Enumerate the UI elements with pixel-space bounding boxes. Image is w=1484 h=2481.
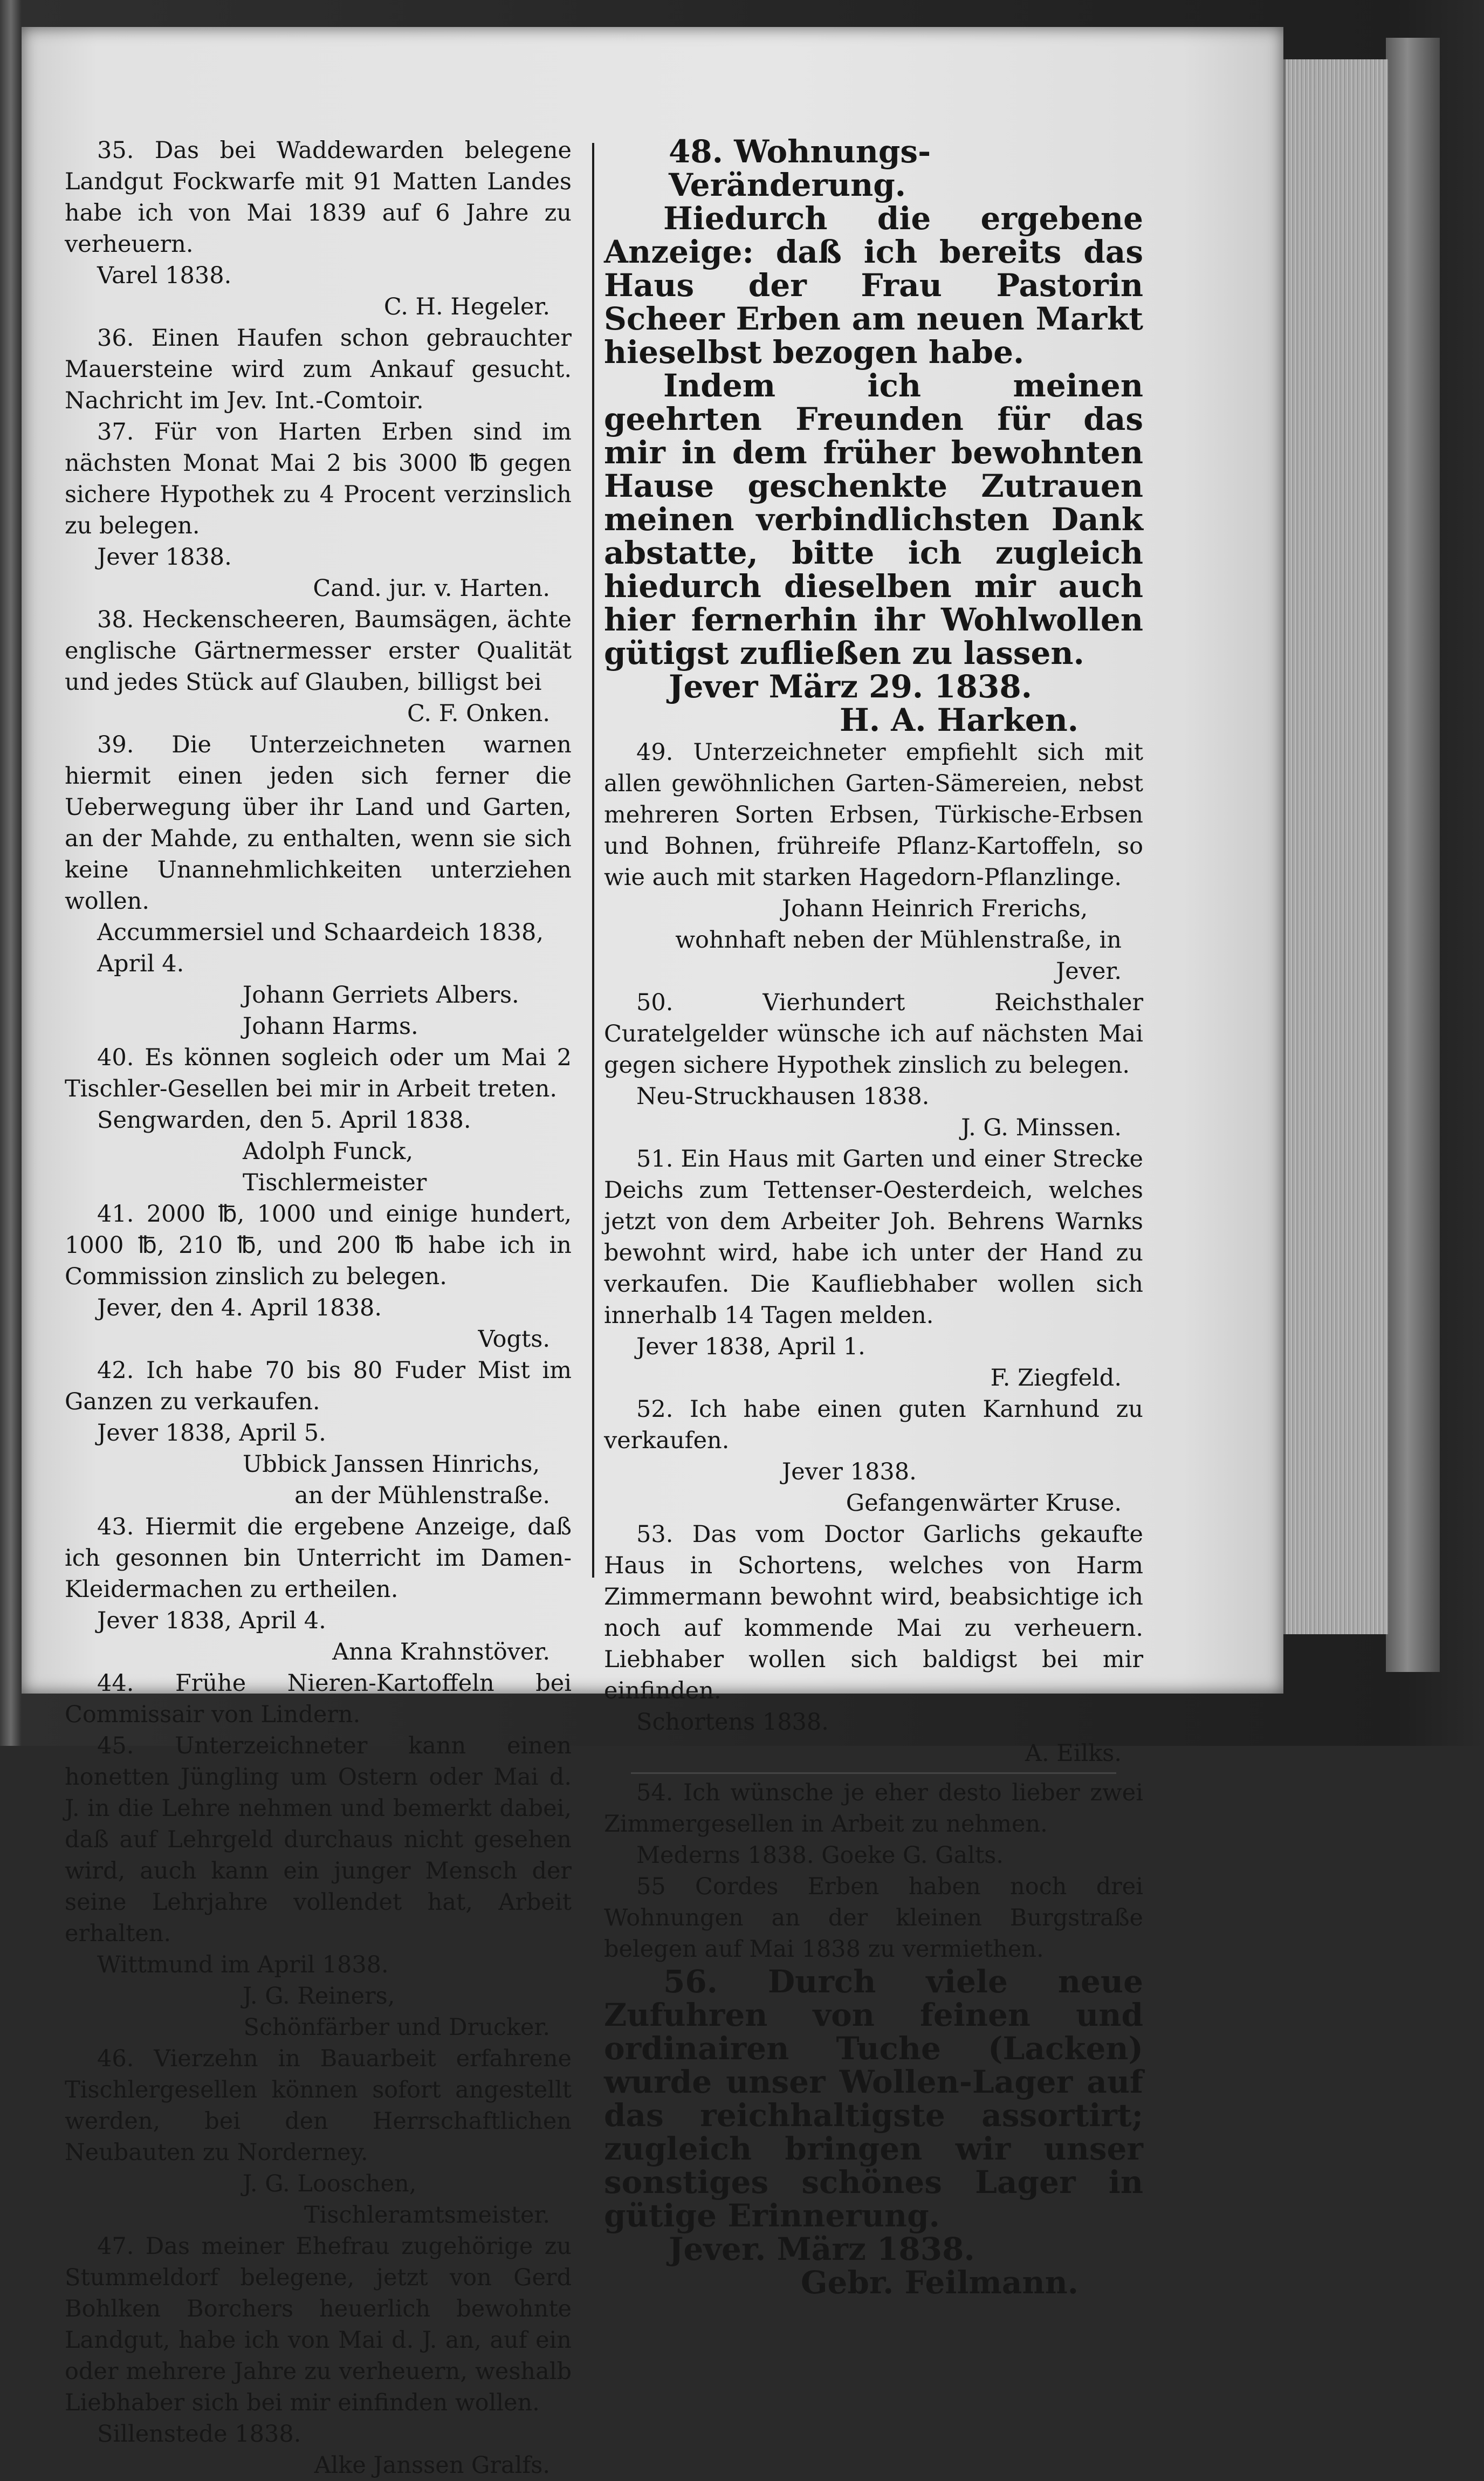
- advertisement: [65, 2231, 572, 2481]
- ad-signature: A. Eilks.: [1025, 1740, 1122, 1767]
- advertisement: [65, 2043, 572, 2231]
- ad-place-date: Accummersiel und Schaardeich 1838, April 4.: [97, 919, 544, 977]
- advertisement: [604, 1519, 1143, 1769]
- ad-signature: Tischleramtsmeister.: [304, 2202, 550, 2229]
- ad-text: 49. Unterzeichneter empfiehlt sich mit allen gewöhnlichen Garten-Sämereien, nebst mehreren Sorten Erbsen, Türkische-Erbsen und Bohnen, frühreife Pflanz-Kartoffeln, so wie auch mit starken Hagedorn-Pflanzlinge.: [604, 739, 1143, 891]
- ad-place-date: Sillenstede 1838.: [97, 2421, 301, 2448]
- ad-text: 51. Ein Haus mit Garten und einer Strecke Deichs zum Tettenser-Oesterdeich, welches jetzt von dem Arbeiter Joh. Behrens Warnks bewohnt wird, habe ich unter der Hand zu verkaufen. Die Kaufliebhaber wollen sich innerhalb 14 Tagen melden.: [604, 1146, 1143, 1329]
- ad-place-date: Mederns 1838. Goeke G. Galts.: [636, 1842, 1004, 1869]
- ad-place-date: Jever 1838, April 4.: [97, 1607, 326, 1634]
- advertisement: [65, 1511, 572, 1668]
- ad-signature: Cand. jur. v. Harten.: [313, 575, 550, 602]
- ad-text: Indem ich meinen geehrten Freunden für das mir in dem früher bewohnten Hause geschenkte Zutrauen meinen verbindlichsten Dank abstatte, bitte ich zugleich hiedurch dieselben mir auch hier fernerhin ihr Wohlwollen gütigst zufließen zu lassen.: [604, 367, 1143, 671]
- ad-signature: Gebr. Feilmann.: [800, 2264, 1078, 2301]
- ad-place-date: Jever 1838.: [97, 544, 232, 571]
- ad-signature: C. F. Onken.: [407, 700, 550, 727]
- ad-signature: an der Mühlenstraße.: [294, 1482, 550, 1509]
- ad-text: 37. Für von Harten Erben sind im nächsten Monat Mai 2 bis 3000 ℔ gegen sichere Hypothek zu 4 Procent verzinslich zu belegen.: [65, 419, 572, 539]
- ad-signature: Gefangenwärter Kruse.: [846, 1490, 1122, 1517]
- ad-signature: wohnhaft neben der Mühlenstraße, in Jever.: [675, 927, 1122, 985]
- ad-place-date: Schortens 1838.: [636, 1709, 829, 1736]
- advertisement: [65, 135, 572, 323]
- advertisement: [65, 1730, 572, 2043]
- ad-place-date: Jever, den 4. April 1838.: [97, 1294, 382, 1321]
- ad-place-date: Jever März 29. 1838.: [669, 668, 1032, 705]
- ad-text: 46. Vierzehn in Bauarbeit erfahrene Tischlergesellen können sofort angestellt werden, bei den Herrschaftlichen Neubauten zu Norderney.: [65, 2045, 572, 2166]
- ad-text: 42. Ich habe 70 bis 80 Fuder Mist im Ganzen zu verkaufen.: [65, 1357, 572, 1415]
- advertisement: [65, 1355, 572, 1511]
- ad-signature: Alke Janssen Gralfs.: [314, 2452, 550, 2479]
- ad-signature: H. A. Harken.: [840, 702, 1078, 738]
- left-column: [65, 135, 572, 2481]
- ad-text: 47. Das meiner Ehefrau zugehörige zu Stummeldorf belegene, jetzt von Gerd Bohlken Borchers heuerlich bewohnte Landgut, habe ich von Mai d. J. an, auf ein oder mehrere Jahre zu verheuern, weshalb Liebhaber sich bei mir einfinden wollen.: [65, 2233, 572, 2416]
- advertisement: [65, 729, 572, 1042]
- advertisement: [604, 1394, 1143, 1519]
- ad-text: 40. Es können sogleich oder um Mai 2 Tischler-Gesellen bei mir in Arbeit treten.: [65, 1044, 572, 1102]
- advertisement: [604, 1143, 1143, 1394]
- advertisement: [65, 416, 572, 604]
- ad-signature: J. G. Looschen,: [243, 2170, 417, 2197]
- right-column: [604, 135, 1143, 2299]
- ad-text: 52. Ich habe einen guten Karnhund zu verkaufen.: [604, 1396, 1143, 1454]
- advertisement: [604, 1871, 1143, 1965]
- ad-place-date: Varel 1838.: [97, 262, 232, 289]
- ad-text: 38. Heckenscheeren, Baumsägen, ächte englische Gärtnermesser erster Qualität und jedes Stück auf Glauben, billigst bei: [65, 606, 572, 696]
- ad-signature: J. G. Minssen.: [961, 1114, 1122, 1141]
- advertisement: [65, 323, 572, 416]
- ad-text: 35. Das bei Waddewarden belegene Landgut Fockwarfe mit 91 Matten Landes habe ich von Mai 1839 auf 6 Jahre zu verheuern.: [65, 137, 572, 258]
- advertisement: [65, 604, 572, 729]
- separator-rule: [631, 1772, 1116, 1774]
- ad-signature: Johann Heinrich Frerichs,: [782, 895, 1088, 922]
- ad-text: 36. Einen Haufen schon gebrauchter Mauersteine wird zum Ankauf gesucht. Nachricht im Jev. Int.-Comtoir.: [65, 325, 572, 414]
- advertisement: [604, 1777, 1143, 1871]
- ad-signature: F. Ziegfeld.: [990, 1365, 1122, 1392]
- newspaper-page: [22, 27, 1283, 2479]
- ad-text: Hiedurch die ergebene Anzeige: daß ich bereits das Haus der Frau Pastorin Scheer Erben am neuen Markt hieselbst bezogen habe.: [604, 200, 1143, 371]
- ad-signature: Vogts.: [478, 1326, 550, 1353]
- ad-text: 50. Vierhundert Reichsthaler Curatelgelder wünsche ich auf nächsten Mai gegen sichere Hypothek zinslich zu belegen.: [604, 989, 1143, 1079]
- advertisement: [65, 1042, 572, 1198]
- ad-place-date: Neu-Struckhausen 1838.: [636, 1083, 930, 1110]
- ad-signature: Anna Krahnstöver.: [332, 1639, 550, 1666]
- ad-text: 53. Das vom Doctor Garlichs gekaufte Haus in Schortens, welches von Harm Zimmermann bewohnt wird, beabsichtige ich noch auf kommende Mai zu verheuern. Liebhaber wollen sich baldigst bei mir einfinden.: [604, 1521, 1143, 1704]
- advertisement: [65, 1668, 572, 1730]
- page-stack-edge: [1283, 59, 1388, 1634]
- ad-signature: Johann Harms.: [243, 1013, 418, 1040]
- ad-place-date: Jever 1838, April 1.: [636, 1333, 865, 1360]
- ad-signature: C. H. Hegeler.: [383, 293, 550, 320]
- book-cover-edge: [1386, 38, 1440, 1672]
- ad-text: 56. Durch viele neue Zufuhren von feinen und ordinairen Tuche (Lacken) wurde unser Wollen-Lager auf das reichhaltigste assortirt; zugleich bringen wir unser sonstiges schönes Lager in gütige Erinnerung.: [604, 1963, 1143, 2234]
- ad-signature: Johann Gerriets Albers.: [243, 982, 519, 1009]
- ad-signature: Adolph Funck, Tischlermeister: [243, 1138, 427, 1196]
- ad-place-date: Sengwarden, den 5. April 1838.: [97, 1107, 471, 1134]
- column-divider: [592, 143, 594, 1578]
- ad-text: 39. Die Unterzeichneten warnen hiermit einen jeden sich ferner die Ueberwegung über ihr Land und Garten, an der Mahde, zu enthalten, wenn sie sich keine Unannehmlichkeiten unterziehen wollen.: [65, 731, 572, 915]
- advertisement: [604, 1965, 1143, 2299]
- ad-signature: Jever 1838.: [782, 1458, 917, 1485]
- ad-place-date: Jever 1838, April 5.: [97, 1420, 326, 1447]
- ad-signature: Schönfärber und Drucker.: [243, 2014, 550, 2041]
- ad-text: 45. Unterzeichneter kann einen honetten Jüngling um Ostern oder Mai d. J. in die Lehre nehmen und bemerkt dabei, daß auf Lehrgeld durchaus nicht gesehen wird, auch kann ein junger Mensch der seine Lehrjahre vollendet hat, Arbeit erhalten.: [65, 1732, 572, 1947]
- ad-text: 44. Frühe Nieren-Kartoffeln bei Commissair von Lindern.: [65, 1670, 572, 1728]
- ad-text: 43. Hiermit die ergebene Anzeige, daß ich gesonnen bin Unterricht im Damen-Kleidermachen zu ertheilen.: [65, 1513, 572, 1603]
- ad-place-date: Wittmund im April 1838.: [97, 1951, 389, 1978]
- ad-place-date: 48. Wohnungs-Veränderung.: [669, 133, 931, 203]
- advertisement: [604, 737, 1143, 987]
- ad-signature: J. G. Reiners,: [243, 1983, 395, 2010]
- ad-text: 41. 2000 ℔, 1000 und einige hundert, 1000 ℔, 210 ℔, und 200 ℔ habe ich in Commission zinslich zu belegen.: [65, 1201, 572, 1290]
- ad-signature: Ubbick Janssen Hinrichs,: [243, 1451, 540, 1478]
- ad-text: 55 Cordes Erben haben noch drei Wohnungen an der kleinen Burgstraße belegen auf Mai 1838 zu vermiethen.: [604, 1873, 1143, 1963]
- advertisement: [604, 987, 1143, 1143]
- ad-place-date: Jever. März 1838.: [669, 2231, 975, 2267]
- advertisement: [65, 1198, 572, 1355]
- advertisement: [604, 135, 1143, 737]
- ad-text: 54. Ich wünsche je eher desto lieber zwei Zimmergesellen in Arbeit zu nehmen.: [604, 1779, 1143, 1838]
